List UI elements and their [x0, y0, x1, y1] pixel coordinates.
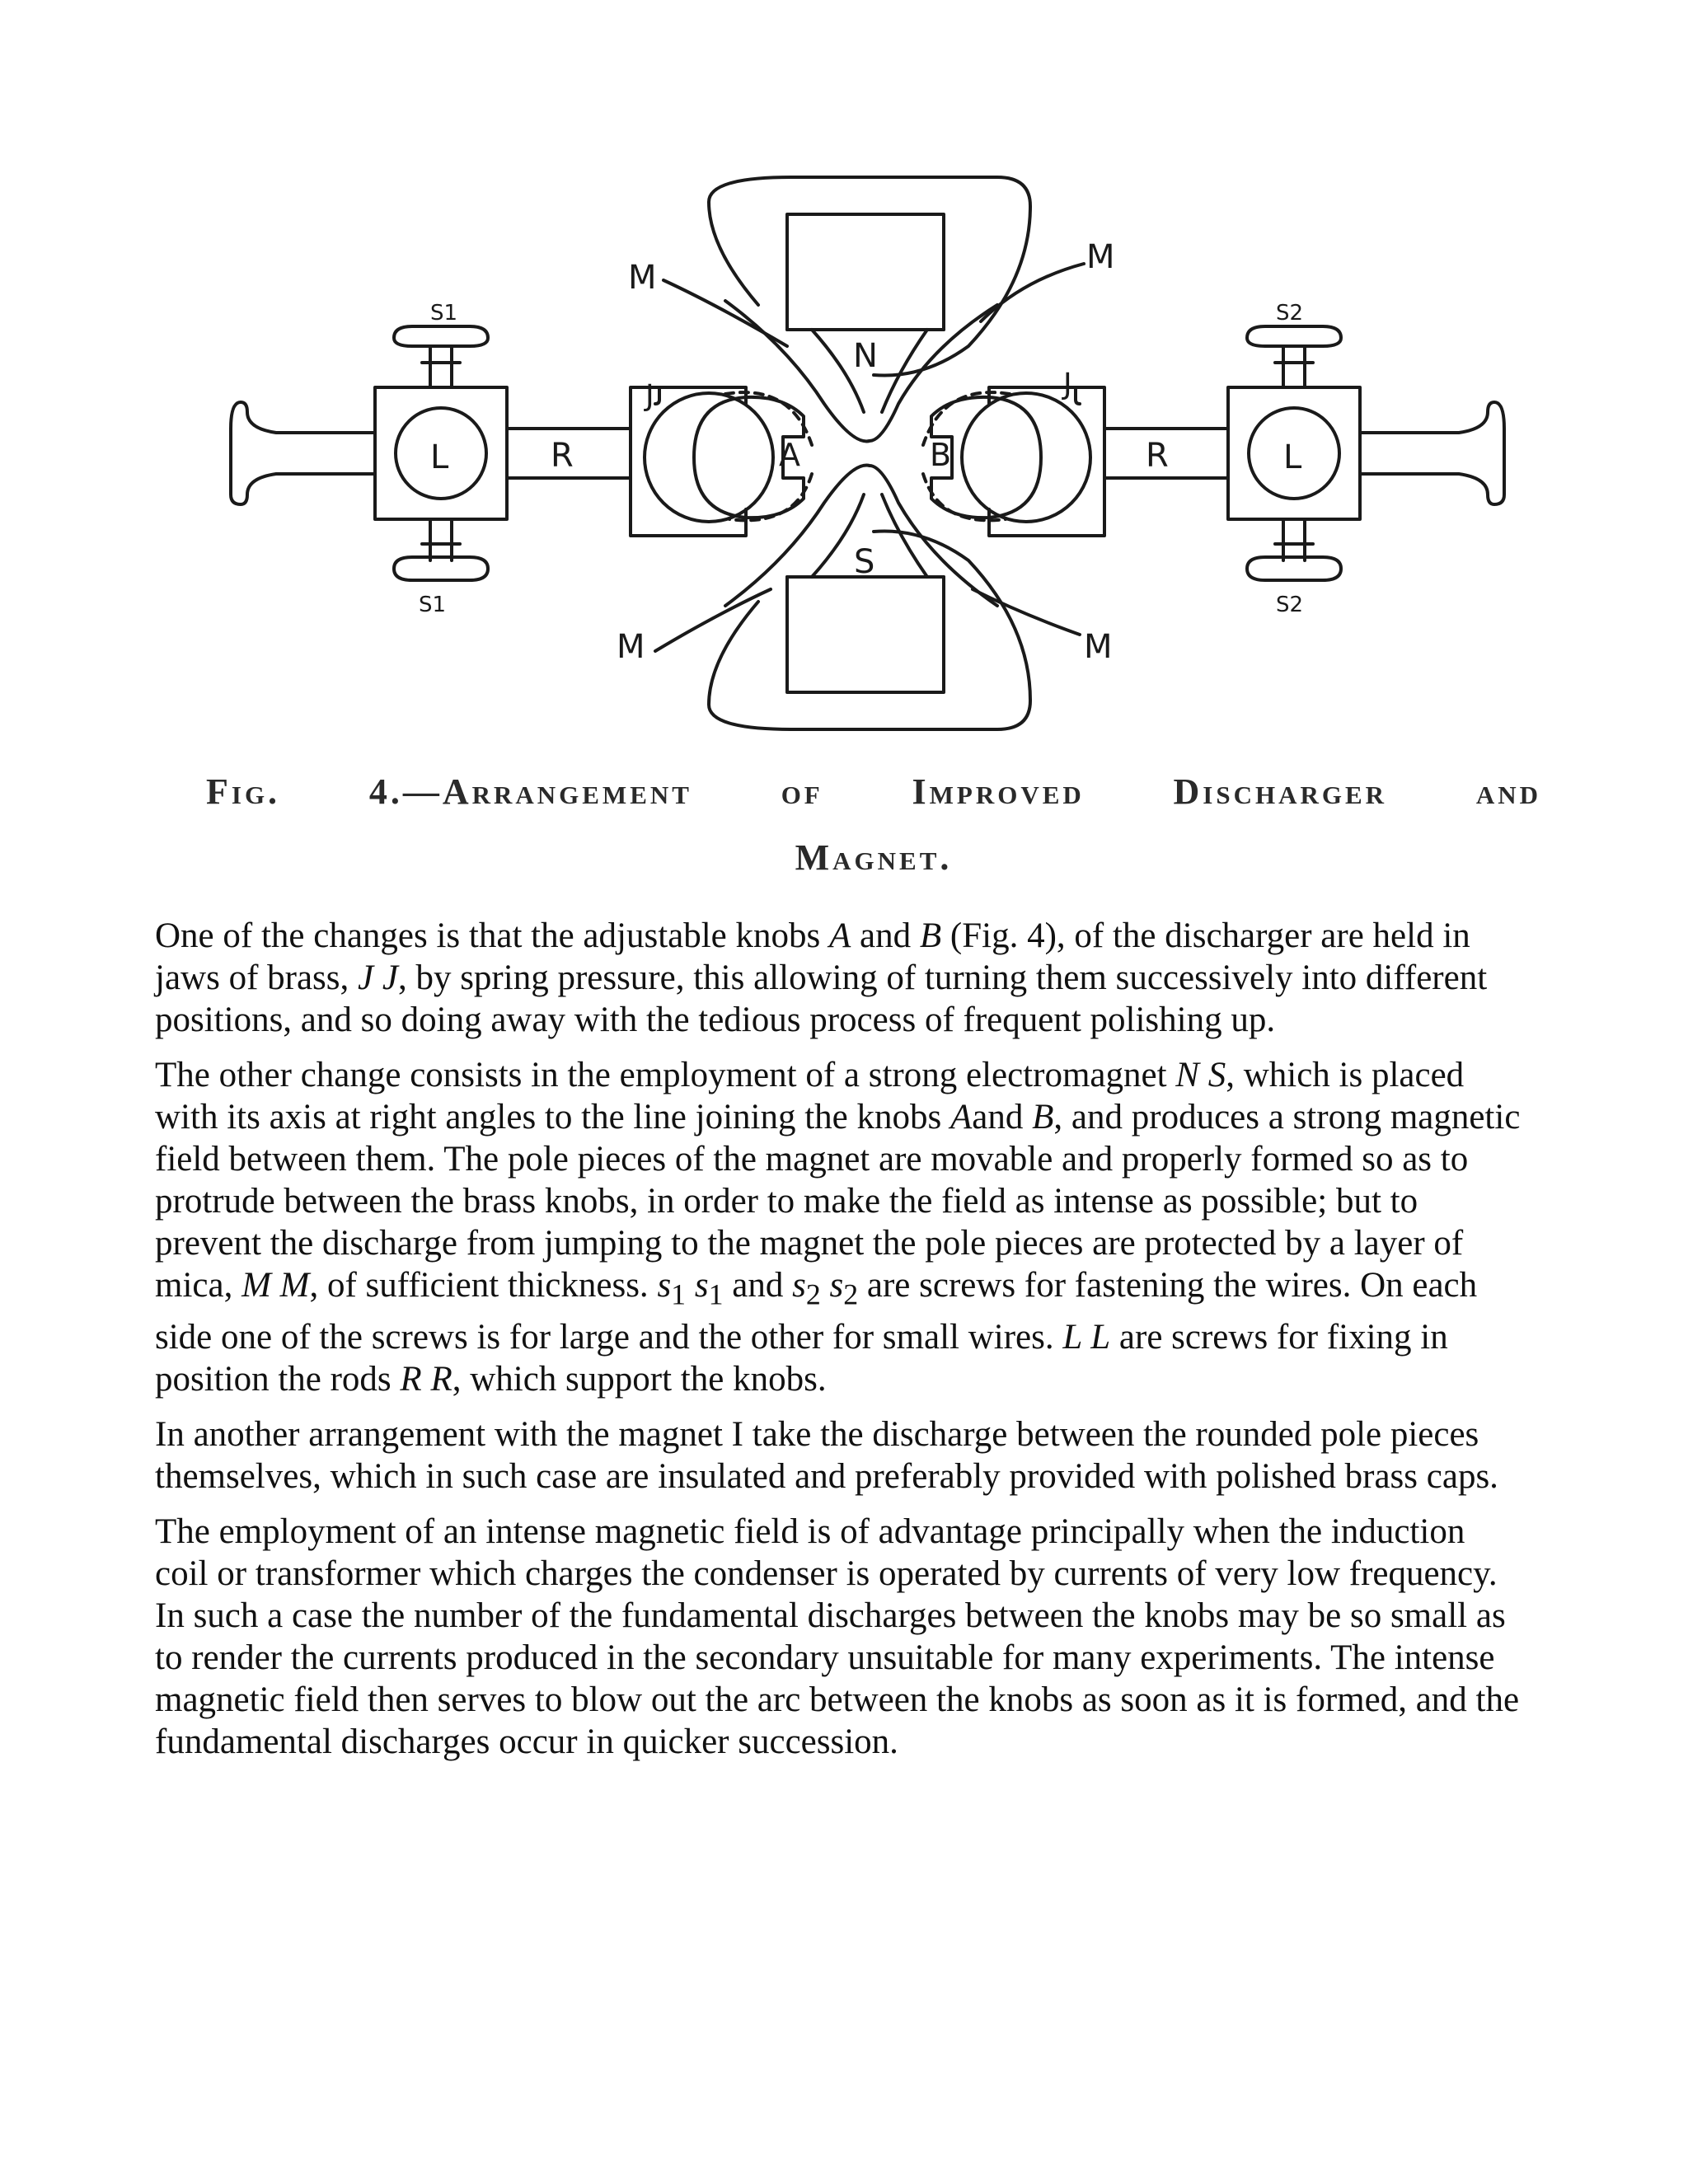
right-handle: [1360, 402, 1504, 504]
italic-term: N S: [1175, 1056, 1226, 1094]
label-s1-top: S1: [430, 301, 458, 326]
italic-term: L L: [1062, 1317, 1111, 1357]
italic-term: A: [829, 916, 851, 955]
paragraph-4: [155, 1511, 1523, 1763]
subscript: 2: [843, 1277, 859, 1311]
label-M-bottom-right: M: [1084, 628, 1113, 666]
paragraph-2: [155, 1054, 1523, 1400]
text-run: , by spring pressure, this allowing of turning them successively into different positions, and so doing away with the tedious process of frequent polishing up.: [155, 958, 1488, 1039]
paragraph-3: [155, 1413, 1523, 1497]
text-run: and: [851, 916, 920, 955]
text-run: , which support the knobs.: [452, 1359, 827, 1399]
text-run: are screws for fixing in position the rods: [155, 1317, 1448, 1399]
text-run: The employment of an intense magnetic field is of advantage principally when the induction coil or transformer which charges the condenser is operated by currents of very low frequency. In such a case the number of the fundamental discharges between the knobs may be so small as to render the currents produced in the secondary unsuitable for many experiments. The intense magnetic field then serves to blow out the arc between the knobs as soon as it is formed, and the fundamental discharges occur in quicker succession.: [155, 1511, 1520, 1761]
text-run: , and produces a strong magnetic field between them. The pole pieces of the magnet are movable and properly formed so as to protrude between the brass knobs, in order to make the field as intense as possible; but to prevent the discharge from jumping to the magnet the pole pieces are protected by a layer of mica,: [155, 1098, 1521, 1305]
figure-caption-line-1: Fig. 4.—Arrangement of Improved Discharger and: [206, 771, 1541, 812]
text-run: are screws for fastening the wires. On each side one of the screws is for large and the other for small wires.: [155, 1266, 1478, 1357]
south-core: [787, 577, 944, 692]
mica-leader-bottom-left: [655, 589, 771, 651]
label-L-right: L: [1283, 438, 1302, 476]
left-handle: [231, 402, 375, 504]
left-s1-bottom-screw: [394, 519, 488, 580]
right-s2-bottom-screw: [1247, 519, 1341, 580]
italic-term: R R: [400, 1359, 452, 1399]
label-s2-bottom: S2: [1276, 593, 1304, 617]
italic-term: s: [829, 1266, 844, 1305]
left-jaw-tab: [655, 387, 659, 404]
label-S: S: [854, 543, 875, 581]
italic-term: A: [950, 1098, 973, 1137]
label-M-bottom-left: M: [617, 628, 645, 666]
subscript: 1: [671, 1277, 687, 1311]
figure-caption-line-2: Magnet.: [795, 837, 953, 878]
paragraph-1: [155, 915, 1523, 1041]
label-N: N: [853, 337, 878, 375]
italic-term: s: [792, 1266, 806, 1305]
figure-4-diagram: [0, 0, 1688, 783]
subscript: 1: [708, 1277, 724, 1311]
north-core: [787, 214, 944, 330]
italic-term: s: [657, 1266, 672, 1305]
text-run: and: [972, 1098, 1033, 1137]
italic-term: J J: [358, 958, 398, 997]
label-R-left: R: [551, 437, 574, 475]
italic-term: M M: [241, 1266, 310, 1305]
discharger-magnet-drawing: [0, 0, 1688, 783]
right-s2-top-screw: [1247, 326, 1341, 387]
text-run: [686, 1266, 695, 1305]
italic-term: B: [919, 916, 942, 955]
text-run: [821, 1266, 830, 1305]
mica-leader-top-left: [663, 280, 787, 346]
text-run: , which is placed with its axis at right angles to the line joining the knobs: [155, 1056, 1465, 1137]
right-jaw-tab: [1076, 387, 1080, 404]
text-run: and: [723, 1266, 793, 1305]
label-R-right: R: [1146, 437, 1169, 475]
italic-term: B: [1032, 1098, 1054, 1137]
label-M-top-left: M: [628, 259, 657, 297]
label-M-top-right: M: [1086, 238, 1115, 276]
label-J-right: J: [1063, 368, 1072, 401]
text-run: In another arrangement with the magnet I take the discharge between the rounded pole pieces themselves, which in such case are insulated and preferably provided with polished brass caps.: [155, 1414, 1498, 1496]
text-run: , of sufficient thickness.: [309, 1266, 658, 1305]
label-L-left: L: [430, 438, 449, 476]
mica-leader-bottom-right: [973, 589, 1080, 635]
label-A: A: [779, 437, 800, 473]
label-s1-bottom: S1: [419, 593, 447, 617]
text-run: (Fig. 4), of the discharger are held in jaws of brass,: [155, 916, 1470, 997]
text-run: The other change consists in the employment of a strong electromagnet: [155, 1056, 1176, 1094]
left-s1-top-screw: [394, 326, 488, 387]
label-s2-top: S2: [1276, 301, 1304, 326]
label-J-left: J: [645, 379, 654, 413]
text-run: One of the changes is that the adjustable knobs: [155, 916, 829, 955]
body-text: [155, 915, 1523, 1776]
label-B: B: [930, 437, 952, 473]
subscript: 2: [805, 1277, 821, 1311]
italic-term: s: [694, 1266, 709, 1305]
